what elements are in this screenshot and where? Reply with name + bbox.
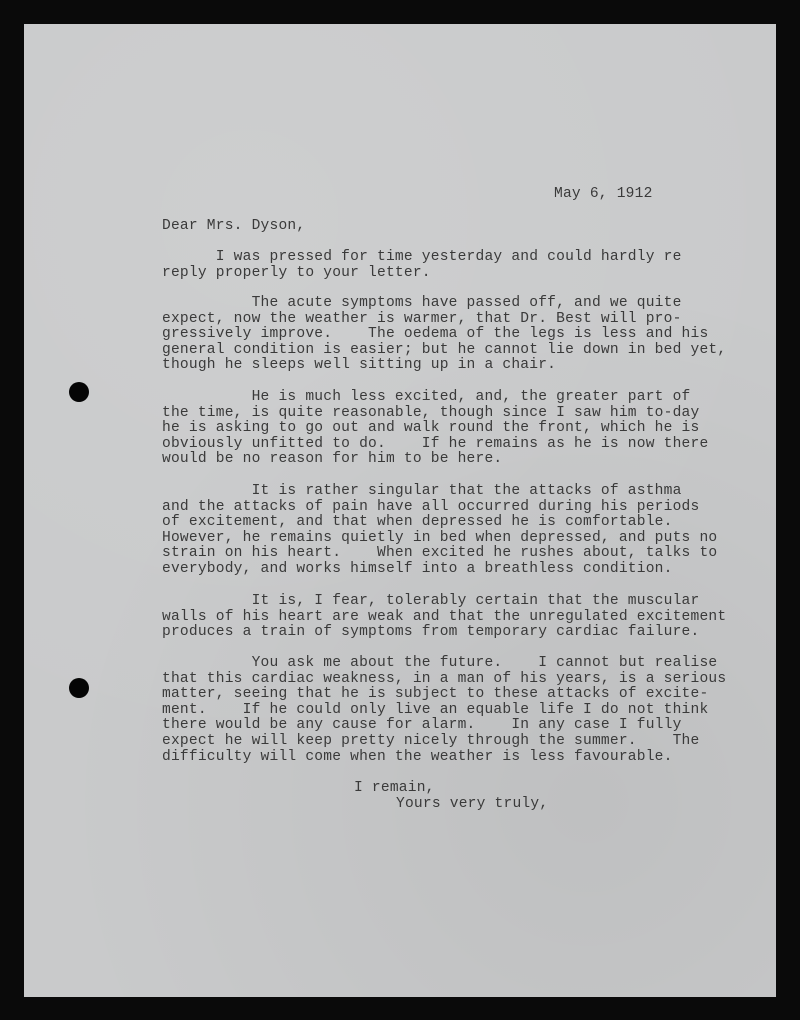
closing-line-2: Yours very truly, <box>396 796 549 812</box>
paragraph-1: I was pressed for time yesterday and could hardly re reply properly to your letter. <box>162 249 682 281</box>
paragraph-3: He is much less excited, and, the greater part of the time, is quite reasonable, though since I saw him to-day he is asking to go out and walk round the front, which he is obviously unfitted to do. If he remains as he is now there would be no reason for him to be here. <box>162 389 709 468</box>
punch-hole-bottom <box>69 678 89 698</box>
closing-line-1: I remain, <box>354 780 435 796</box>
paragraph-4: It is rather singular that the attacks of asthma and the attacks of pain have all occurred during his periods of excitement, and that when depressed he is comfortable. However, he remains quietly in bed when depressed, and puts no strain on his heart. When excited he rushes about, talks to everybody, and works himself into a breathless condition. <box>162 483 718 577</box>
paragraph-5: It is, I fear, tolerably certain that the muscular walls of his heart are weak and that the unregulated excitement produces a train of symptoms from temporary cardiac failure. <box>162 593 727 641</box>
letter-page <box>24 24 776 997</box>
letter-date: May 6, 1912 <box>554 186 653 202</box>
letter-salutation: Dear Mrs. Dyson, <box>162 218 306 234</box>
paragraph-2: The acute symptoms have passed off, and we quite expect, now the weather is warmer, that Dr. Best will pro- gressively improve. The oedema of the legs is less and his general condition is easier; but he cannot lie down in bed yet, though he sleeps well sitting up in a chair. <box>162 295 727 374</box>
punch-hole-top <box>69 382 89 402</box>
paragraph-6: You ask me about the future. I cannot but realise that this cardiac weakness, in a man of his years, is a serious matter, seeing that he is subject to these attacks of excite- ment. If he could only live an equable life I do not think there would be any cause for alarm. In any case I fully expect he will keep pretty nicely through the summer. The difficulty will come when the weather is less favourable. <box>162 655 727 765</box>
